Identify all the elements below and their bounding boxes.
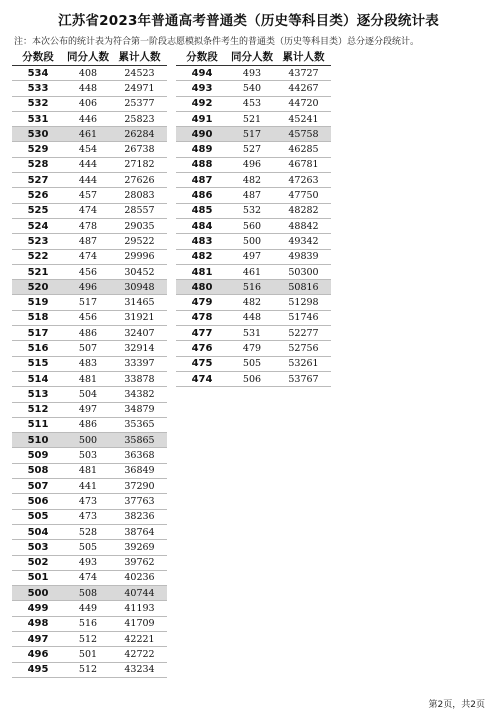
score-cell: 516 xyxy=(27,342,49,354)
cumulative-count-cell: 25377 xyxy=(124,98,155,110)
score-cell: 504 xyxy=(27,526,49,538)
same-count-cell: 479 xyxy=(242,342,262,354)
header-cumulative: 累计人数 xyxy=(282,51,325,63)
same-count-cell: 497 xyxy=(78,404,98,416)
cumulative-count-cell: 50300 xyxy=(288,266,319,278)
score-cell: 529 xyxy=(27,144,49,156)
table-row xyxy=(12,586,167,601)
table-row xyxy=(12,250,167,265)
table-row xyxy=(176,188,331,203)
cumulative-count-cell: 39762 xyxy=(124,557,155,569)
table-row xyxy=(176,265,331,280)
cumulative-count-cell: 29035 xyxy=(124,220,155,232)
score-cell: 521 xyxy=(27,266,49,278)
score-cell: 534 xyxy=(27,67,49,79)
same-count-cell: 487 xyxy=(78,235,98,247)
score-cell: 492 xyxy=(191,98,213,110)
table-row xyxy=(12,295,167,310)
same-count-cell: 482 xyxy=(242,297,262,309)
cumulative-count-cell: 49342 xyxy=(288,235,319,247)
cumulative-count-cell: 37290 xyxy=(124,480,155,492)
score-table-left xyxy=(12,48,167,678)
table-row xyxy=(12,601,167,616)
table-row xyxy=(12,632,167,647)
score-cell: 475 xyxy=(191,358,213,370)
header-score: 分数段 xyxy=(22,51,54,63)
score-cell: 503 xyxy=(27,541,49,553)
cumulative-count-cell: 40744 xyxy=(124,587,155,599)
same-count-cell: 493 xyxy=(242,67,262,79)
same-count-cell: 517 xyxy=(242,128,262,140)
same-count-cell: 527 xyxy=(242,144,262,156)
cumulative-count-cell: 46285 xyxy=(288,144,319,156)
table-row xyxy=(12,127,167,142)
score-cell: 507 xyxy=(27,480,49,492)
same-count-cell: 483 xyxy=(78,358,98,370)
table-row xyxy=(176,372,331,387)
same-count-cell: 446 xyxy=(78,113,98,125)
cumulative-count-cell: 27182 xyxy=(124,159,155,171)
table-row xyxy=(176,173,331,188)
table-note: 注：本次公布的统计表为符合第一阶段志愿模拟条件考生的普通类（历史等科目类）总分逐分段统计。 xyxy=(14,37,420,47)
score-cell: 509 xyxy=(27,450,49,462)
table-row xyxy=(176,234,331,249)
table-row xyxy=(12,372,167,387)
header-same: 同分人数 xyxy=(67,51,109,63)
same-count-cell: 532 xyxy=(242,205,262,217)
score-cell: 485 xyxy=(191,205,213,217)
same-count-cell: 444 xyxy=(78,174,98,186)
score-cell: 497 xyxy=(27,633,49,645)
same-count-cell: 449 xyxy=(78,603,98,615)
cumulative-count-cell: 51298 xyxy=(288,297,319,309)
score-cell: 477 xyxy=(191,327,213,339)
same-count-cell: 497 xyxy=(242,251,262,263)
cumulative-count-cell: 36849 xyxy=(124,465,155,477)
same-count-cell: 506 xyxy=(242,373,262,385)
cumulative-count-cell: 29522 xyxy=(124,235,155,247)
score-cell: 505 xyxy=(27,511,49,523)
cumulative-count-cell: 51746 xyxy=(288,312,319,324)
score-cell: 519 xyxy=(27,297,49,309)
score-cell: 506 xyxy=(27,495,49,507)
cumulative-count-cell: 46781 xyxy=(288,159,319,171)
header-score: 分数段 xyxy=(186,51,218,63)
score-cell: 511 xyxy=(27,419,49,431)
table-row xyxy=(12,647,167,662)
table-header xyxy=(176,48,331,66)
cumulative-count-cell: 26284 xyxy=(124,128,155,140)
score-cell: 520 xyxy=(27,281,49,293)
table-row xyxy=(176,66,331,81)
cumulative-count-cell: 26738 xyxy=(124,144,155,156)
score-cell: 499 xyxy=(27,603,49,615)
cumulative-count-cell: 39269 xyxy=(124,541,155,553)
cumulative-count-cell: 48282 xyxy=(288,205,319,217)
table-row xyxy=(12,387,167,402)
table-row xyxy=(12,341,167,356)
score-cell: 483 xyxy=(191,235,213,247)
same-count-cell: 474 xyxy=(78,572,98,584)
cumulative-count-cell: 43727 xyxy=(288,67,319,79)
table-row xyxy=(12,494,167,509)
same-count-cell: 496 xyxy=(242,159,262,171)
table-row xyxy=(12,448,167,463)
table-row xyxy=(176,219,331,234)
cumulative-count-cell: 29996 xyxy=(124,251,155,263)
header-same: 同分人数 xyxy=(231,51,273,63)
table-row xyxy=(12,81,167,96)
same-count-cell: 473 xyxy=(78,495,98,507)
cumulative-count-cell: 35865 xyxy=(124,434,155,446)
same-count-cell: 496 xyxy=(78,281,98,293)
table-row xyxy=(176,97,331,112)
same-count-cell: 517 xyxy=(78,297,98,309)
table-row xyxy=(12,464,167,479)
score-cell: 474 xyxy=(191,373,213,385)
table-row xyxy=(12,357,167,372)
score-cell: 528 xyxy=(27,159,49,171)
same-count-cell: 560 xyxy=(242,220,262,232)
same-count-cell: 512 xyxy=(78,664,98,676)
table-row xyxy=(12,188,167,203)
same-count-cell: 493 xyxy=(78,557,98,569)
cumulative-count-cell: 32914 xyxy=(124,342,155,354)
score-cell: 500 xyxy=(27,587,49,599)
cumulative-count-cell: 41193 xyxy=(124,603,155,615)
same-count-cell: 528 xyxy=(78,526,98,538)
score-cell: 494 xyxy=(191,67,213,79)
same-count-cell: 487 xyxy=(242,190,262,202)
same-count-cell: 474 xyxy=(78,205,98,217)
table-row xyxy=(12,571,167,586)
table-row xyxy=(12,173,167,188)
cumulative-count-cell: 33397 xyxy=(124,358,155,370)
cumulative-count-cell: 24971 xyxy=(124,82,155,94)
score-cell: 515 xyxy=(27,358,49,370)
table-row xyxy=(176,127,331,142)
same-count-cell: 486 xyxy=(78,419,98,431)
cumulative-count-cell: 49839 xyxy=(288,251,319,263)
score-cell: 495 xyxy=(27,664,49,676)
cumulative-count-cell: 33878 xyxy=(124,373,155,385)
table-row xyxy=(12,311,167,326)
table-row xyxy=(12,433,167,448)
same-count-cell: 531 xyxy=(242,327,262,339)
cumulative-count-cell: 42722 xyxy=(124,648,155,660)
cumulative-count-cell: 25823 xyxy=(124,113,155,125)
table-row xyxy=(12,617,167,632)
score-cell: 493 xyxy=(191,82,213,94)
score-cell: 502 xyxy=(27,557,49,569)
table-row xyxy=(176,357,331,372)
score-cell: 501 xyxy=(27,572,49,584)
cumulative-count-cell: 40236 xyxy=(124,572,155,584)
same-count-cell: 441 xyxy=(78,480,98,492)
same-count-cell: 512 xyxy=(78,633,98,645)
table-row xyxy=(12,158,167,173)
table-row xyxy=(176,204,331,219)
table-row xyxy=(176,311,331,326)
table-row xyxy=(176,81,331,96)
cumulative-count-cell: 44720 xyxy=(288,98,319,110)
cumulative-count-cell: 52277 xyxy=(288,327,319,339)
same-count-cell: 507 xyxy=(78,342,98,354)
score-cell: 490 xyxy=(191,128,213,140)
table-row xyxy=(12,219,167,234)
score-cell: 496 xyxy=(27,648,49,660)
table-row xyxy=(12,112,167,127)
score-cell: 523 xyxy=(27,235,49,247)
score-cell: 484 xyxy=(191,220,213,232)
cumulative-count-cell: 30948 xyxy=(124,281,155,293)
score-cell: 498 xyxy=(27,618,49,630)
table-row xyxy=(12,204,167,219)
cumulative-count-cell: 31465 xyxy=(124,297,155,309)
score-cell: 487 xyxy=(191,174,213,186)
cumulative-count-cell: 52756 xyxy=(288,342,319,354)
cumulative-count-cell: 45758 xyxy=(288,128,319,140)
cumulative-count-cell: 43234 xyxy=(124,664,155,676)
cumulative-count-cell: 53767 xyxy=(288,373,319,385)
same-count-cell: 501 xyxy=(78,648,98,660)
score-cell: 522 xyxy=(27,251,49,263)
same-count-cell: 408 xyxy=(78,67,98,79)
same-count-cell: 486 xyxy=(78,327,98,339)
score-cell: 488 xyxy=(191,159,213,171)
score-table-right xyxy=(176,48,331,387)
same-count-cell: 482 xyxy=(242,174,262,186)
table-row xyxy=(12,556,167,571)
same-count-cell: 481 xyxy=(78,373,98,385)
score-cell: 518 xyxy=(27,312,49,324)
cumulative-count-cell: 48842 xyxy=(288,220,319,232)
score-cell: 512 xyxy=(27,404,49,416)
table-row xyxy=(176,280,331,295)
same-count-cell: 444 xyxy=(78,159,98,171)
table-row xyxy=(12,326,167,341)
header-cumulative: 累计人数 xyxy=(118,51,161,63)
score-cell: 476 xyxy=(191,342,213,354)
cumulative-count-cell: 28557 xyxy=(124,205,155,217)
same-count-cell: 448 xyxy=(78,82,98,94)
cumulative-count-cell: 34382 xyxy=(124,388,155,400)
same-count-cell: 448 xyxy=(242,312,262,324)
table-header xyxy=(12,48,167,66)
table-row xyxy=(12,66,167,81)
same-count-cell: 457 xyxy=(78,190,98,202)
cumulative-count-cell: 45241 xyxy=(288,113,319,125)
same-count-cell: 461 xyxy=(78,128,98,140)
same-count-cell: 505 xyxy=(78,541,98,553)
same-count-cell: 508 xyxy=(78,587,98,599)
same-count-cell: 474 xyxy=(78,251,98,263)
same-count-cell: 473 xyxy=(78,511,98,523)
score-cell: 510 xyxy=(27,434,49,446)
table-row xyxy=(176,112,331,127)
cumulative-count-cell: 27626 xyxy=(124,174,155,186)
table-row xyxy=(12,280,167,295)
score-cell: 533 xyxy=(27,82,49,94)
table-row xyxy=(176,326,331,341)
score-cell: 525 xyxy=(27,205,49,217)
cumulative-count-cell: 44267 xyxy=(288,82,319,94)
score-cell: 524 xyxy=(27,220,49,232)
table-row xyxy=(12,418,167,433)
same-count-cell: 454 xyxy=(78,144,98,156)
score-cell: 526 xyxy=(27,190,49,202)
same-count-cell: 478 xyxy=(78,220,98,232)
cumulative-count-cell: 50816 xyxy=(288,281,319,293)
table-row xyxy=(12,510,167,525)
same-count-cell: 456 xyxy=(78,312,98,324)
cumulative-count-cell: 32407 xyxy=(124,327,155,339)
cumulative-count-cell: 30452 xyxy=(124,266,155,278)
table-row xyxy=(12,142,167,157)
score-cell: 514 xyxy=(27,373,49,385)
table-row xyxy=(12,525,167,540)
same-count-cell: 521 xyxy=(242,113,262,125)
same-count-cell: 503 xyxy=(78,450,98,462)
table-row xyxy=(12,234,167,249)
score-cell: 480 xyxy=(191,281,213,293)
table-row xyxy=(176,295,331,310)
same-count-cell: 516 xyxy=(78,618,98,630)
score-cell: 517 xyxy=(27,327,49,339)
same-count-cell: 504 xyxy=(78,388,98,400)
cumulative-count-cell: 41709 xyxy=(124,618,155,630)
same-count-cell: 500 xyxy=(242,235,262,247)
table-row xyxy=(12,265,167,280)
table-row xyxy=(176,250,331,265)
same-count-cell: 406 xyxy=(78,98,98,110)
score-cell: 508 xyxy=(27,465,49,477)
same-count-cell: 453 xyxy=(242,98,262,110)
table-row xyxy=(176,341,331,356)
score-cell: 479 xyxy=(191,297,213,309)
table-row xyxy=(12,540,167,555)
score-cell: 478 xyxy=(191,312,213,324)
same-count-cell: 540 xyxy=(242,82,262,94)
cumulative-count-cell: 47263 xyxy=(288,174,319,186)
cumulative-count-cell: 24523 xyxy=(124,67,155,79)
cumulative-count-cell: 31921 xyxy=(124,312,155,324)
cumulative-count-cell: 35365 xyxy=(124,419,155,431)
table-body xyxy=(176,66,331,387)
cumulative-count-cell: 37763 xyxy=(124,495,155,507)
same-count-cell: 516 xyxy=(242,281,262,293)
score-cell: 532 xyxy=(27,98,49,110)
table-row xyxy=(12,663,167,678)
cumulative-count-cell: 38236 xyxy=(124,511,155,523)
page-footer: 第2页，共2页 xyxy=(428,700,485,710)
table-row xyxy=(12,479,167,494)
table-row xyxy=(12,97,167,112)
table-row xyxy=(12,403,167,418)
cumulative-count-cell: 34879 xyxy=(124,404,155,416)
score-cell: 482 xyxy=(191,251,213,263)
same-count-cell: 456 xyxy=(78,266,98,278)
table-row xyxy=(176,142,331,157)
table-row xyxy=(176,158,331,173)
page-title: 江苏省2023年普通高考普通类（历史等科目类）逐分段统计表 xyxy=(58,13,439,29)
cumulative-count-cell: 28083 xyxy=(124,190,155,202)
same-count-cell: 461 xyxy=(242,266,262,278)
score-cell: 513 xyxy=(27,388,49,400)
score-cell: 486 xyxy=(191,190,213,202)
cumulative-count-cell: 42221 xyxy=(124,633,155,645)
score-cell: 527 xyxy=(27,174,49,186)
same-count-cell: 500 xyxy=(78,434,98,446)
score-cell: 531 xyxy=(27,113,49,125)
score-cell: 489 xyxy=(191,144,213,156)
table-body xyxy=(12,66,167,678)
score-cell: 530 xyxy=(27,128,49,140)
cumulative-count-cell: 36368 xyxy=(124,450,155,462)
score-cell: 491 xyxy=(191,113,213,125)
score-cell: 481 xyxy=(191,266,213,278)
same-count-cell: 505 xyxy=(242,358,262,370)
cumulative-count-cell: 47750 xyxy=(288,190,319,202)
cumulative-count-cell: 38764 xyxy=(124,526,155,538)
same-count-cell: 481 xyxy=(78,465,98,477)
cumulative-count-cell: 53261 xyxy=(288,358,319,370)
